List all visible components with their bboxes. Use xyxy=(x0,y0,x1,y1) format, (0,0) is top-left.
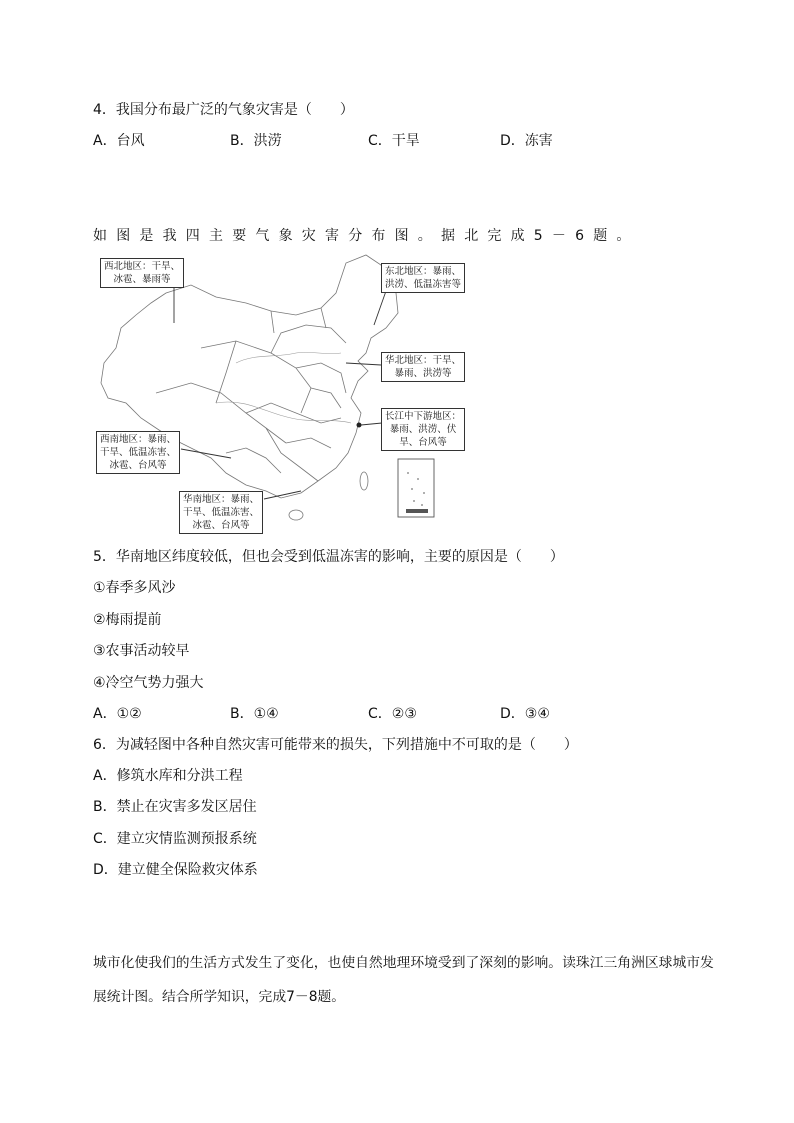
map-label-yangtze-line-3: 旱、台风等 xyxy=(399,437,447,448)
question-6-option-c[interactable]: C．建立灾情监测预报系统 xyxy=(93,831,257,847)
map-label-yangtze-line-2: 暴雨、洪涝、伏 xyxy=(389,424,457,435)
map-label-southwest-line-3: 冰雹、台风等 xyxy=(109,460,167,471)
map-label-northeast-line-1: 东北地区：暴雨、 xyxy=(385,266,462,277)
map-label-south-china xyxy=(179,491,263,534)
question-5-option-c[interactable]: C．②③ xyxy=(368,706,417,722)
map-label-south-china-line-1: 华南地区：暴雨、 xyxy=(183,494,260,505)
question-6-option-d[interactable]: D．建立健全保险救灾体系 xyxy=(93,862,258,878)
question-4-option-b[interactable]: B．洪涝 xyxy=(230,133,282,149)
map-label-southwest-line-1: 西南地区：暴雨、 xyxy=(100,434,177,445)
question-5-option-a[interactable]: A．①② xyxy=(93,706,142,722)
question-4-option-c[interactable]: C．干旱 xyxy=(368,133,420,149)
question-6-option-b[interactable]: B．禁止在灾害多发区居住 xyxy=(93,799,257,815)
map-label-northwest-line-1: 西北地区：干旱、 xyxy=(104,261,181,272)
question-6-stem: 6．为减轻图中各种自然灾害可能带来的损失，下列措施中不可取的是（ ） xyxy=(93,737,578,753)
map-label-southwest xyxy=(96,431,180,474)
intro-questions-5-6: 如图是我四主要气象灾害分布图。据北完成5－6题。 xyxy=(93,228,640,244)
map-label-southwest-line-2: 干旱、低温冻害、 xyxy=(100,447,177,458)
map-label-yangtze xyxy=(381,408,465,451)
question-5-stem: 5．华南地区纬度较低，但也会受到低温冻害的影响，主要的原因是（ ） xyxy=(93,549,564,565)
map-label-northwest-line-2: 冰雹、暴雨等 xyxy=(113,274,171,285)
map-label-south-china-line-3: 冰雹、台风等 xyxy=(192,520,250,531)
intro-questions-7-8-line-1: 城市化使我们的生活方式发生了变化，也使自然地理环境受到了深刻的影响。读珠江三角洲区球城市发 xyxy=(93,955,714,971)
map-label-northeast xyxy=(381,263,465,293)
question-5-option-d[interactable]: D．③④ xyxy=(500,706,550,722)
map-label-north-china-line-1: 华北地区：干旱、 xyxy=(385,355,462,366)
disaster-distribution-map xyxy=(96,253,474,537)
question-4-option-a[interactable]: A．台风 xyxy=(93,133,145,149)
question-5-item-2: ②梅雨提前 xyxy=(93,612,162,628)
map-label-northeast-line-2: 洪涝、低温冻害等 xyxy=(385,279,462,290)
china-map-outline xyxy=(96,253,474,537)
map-label-north-china xyxy=(381,352,465,382)
map-label-north-china-line-2: 暴雨、洪涝等 xyxy=(394,368,452,379)
intro-questions-7-8-line-2: 展统计图。结合所学知识，完成7－8题。 xyxy=(93,989,346,1005)
map-label-northwest xyxy=(100,258,184,288)
map-label-south-china-line-2: 干旱、低温冻害、 xyxy=(183,507,260,518)
question-5-item-3: ③农事活动较早 xyxy=(93,643,190,659)
question-6-option-a[interactable]: A．修筑水库和分洪工程 xyxy=(93,768,243,784)
question-4-stem: 4．我国分布最广泛的气象灾害是（ ） xyxy=(93,102,354,118)
question-4-option-d[interactable]: D．冻害 xyxy=(500,133,553,149)
map-label-yangtze-line-1: 长江中下游地区： xyxy=(385,411,462,422)
question-5-option-b[interactable]: B．①④ xyxy=(230,706,279,722)
question-5-item-1: ①春季多风沙 xyxy=(93,580,176,596)
question-5-item-4: ④冷空气势力强大 xyxy=(93,675,204,691)
